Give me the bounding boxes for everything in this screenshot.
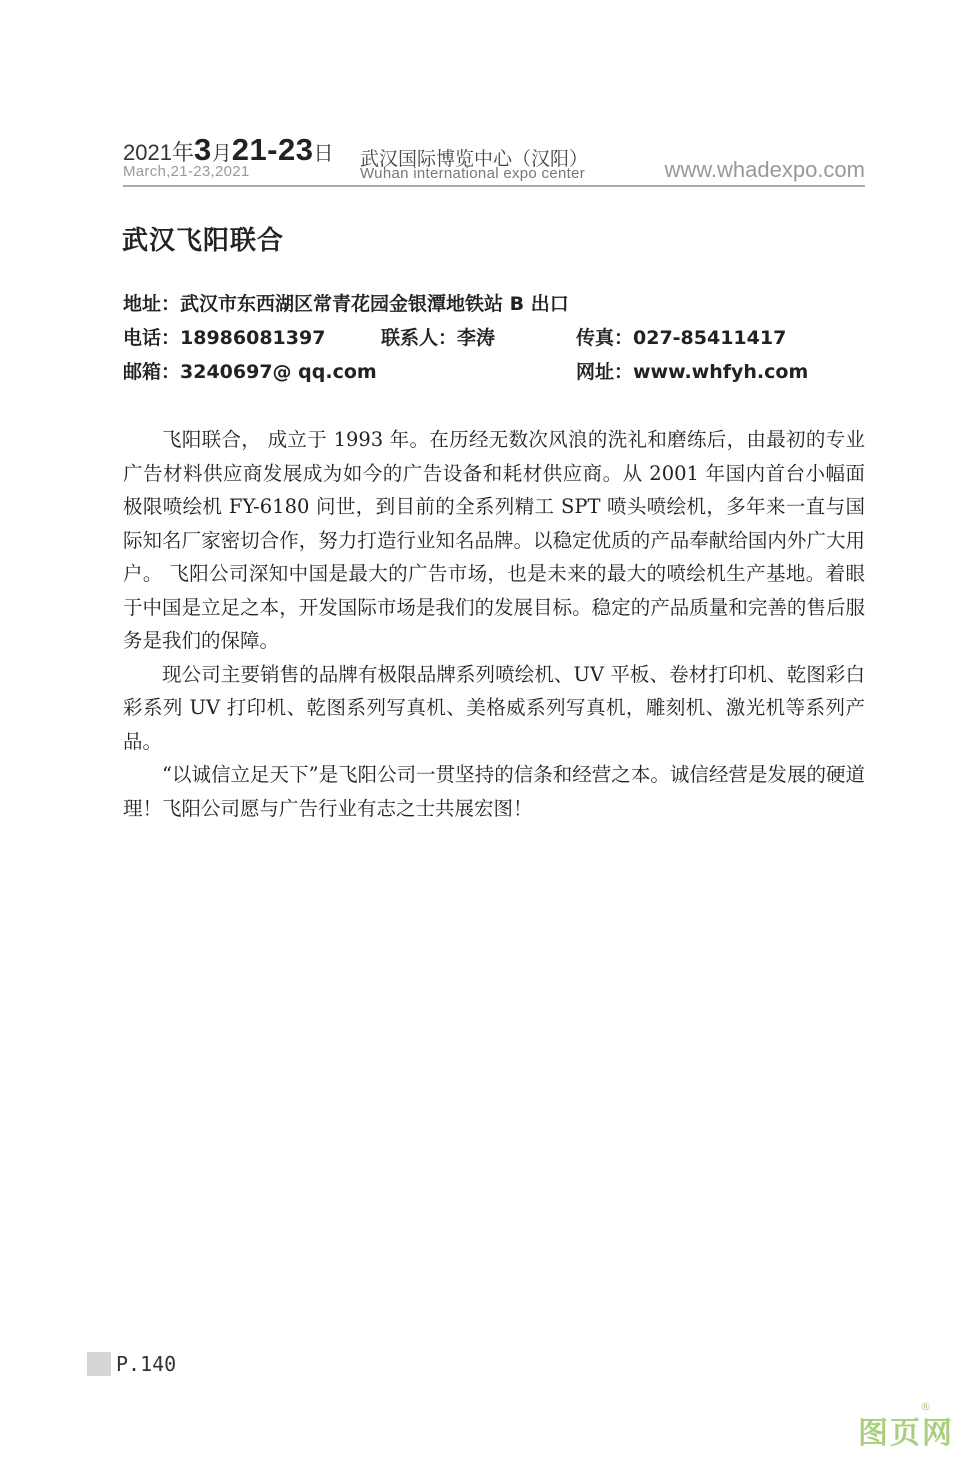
company-contact-person: 联系人：李涛 [381, 327, 496, 349]
page-number-marker [87, 1352, 111, 1376]
watermark-registered-mark: ® [920, 1400, 931, 1413]
paragraph-history: 飞阳联合， 成立于 1993 年。在历经无数次风浪的洗礼和磨练后，由最初的专业广告材料供应商发展成为如今的广告设备和耗材供应商。从 2001 年国内首台小幅面极限喷绘机 FY-6180 问世，到目前的全系列精工 SPT 喷头喷绘机，多年来一直与国际知名厂家密切合作，努力打造行业知名品牌。以稳定优质的产品奉献给国内外广大用户。 飞阳公司深知中国是最大的广告市场，也是未来的最大的喷绘机生产基地。着眼于中国是立足之本，开发国际市场是我们的发展目标。稳定的产品质量和完善的售后服务是我们的保障。 [123, 428, 865, 652]
company-description [123, 423, 865, 825]
date-year: 2021年 [123, 140, 194, 165]
date-days: 21-23 [231, 132, 314, 167]
page-number: P.140 [116, 1352, 177, 1376]
venue-name-chinese: 武汉国际博览中心（汉阳） [360, 148, 589, 170]
date-month-char: 月 [211, 141, 232, 165]
company-fax: 传真：027-85411417 [576, 327, 787, 349]
company-address: 地址：武汉市东西湖区常青花园金银潭地铁站 B 出口 [123, 293, 569, 315]
address-line [123, 289, 569, 316]
company-website: 网址：www.whfyh.com [576, 361, 809, 383]
header-divider [123, 185, 865, 187]
date-day-char: 日 [313, 141, 334, 165]
page-header [123, 130, 865, 188]
date-month-number: 3 [193, 132, 212, 167]
paragraph-products: 现公司主要销售的品牌有极限品牌系列喷绘机、UV 平板、卷材打印机、乾图彩白彩系列 UV 打印机、乾图系列写真机、美格威系列写真机，雕刻机、激光机等系列产品。 [123, 662, 865, 753]
company-phone: 电话：18986081397 [123, 327, 326, 349]
expo-date-english: March,21-23,2021 [123, 163, 250, 180]
venue-name-english: Wuhan international expo center [360, 165, 585, 182]
watermark-logo: 图页网 [858, 1416, 954, 1451]
paragraph-motto: “以诚信立足天下”是飞阳公司一贯坚持的信条和经营之本。诚信经营是发展的硬道理！飞阳公司愿与广告行业有志之士共展宏图！ [123, 763, 865, 820]
company-name: 武汉飞阳联合 [122, 226, 285, 256]
company-email: 邮箱：3240697@ qq.com [123, 361, 377, 383]
expo-website: www.whadexpo.com [664, 157, 865, 182]
